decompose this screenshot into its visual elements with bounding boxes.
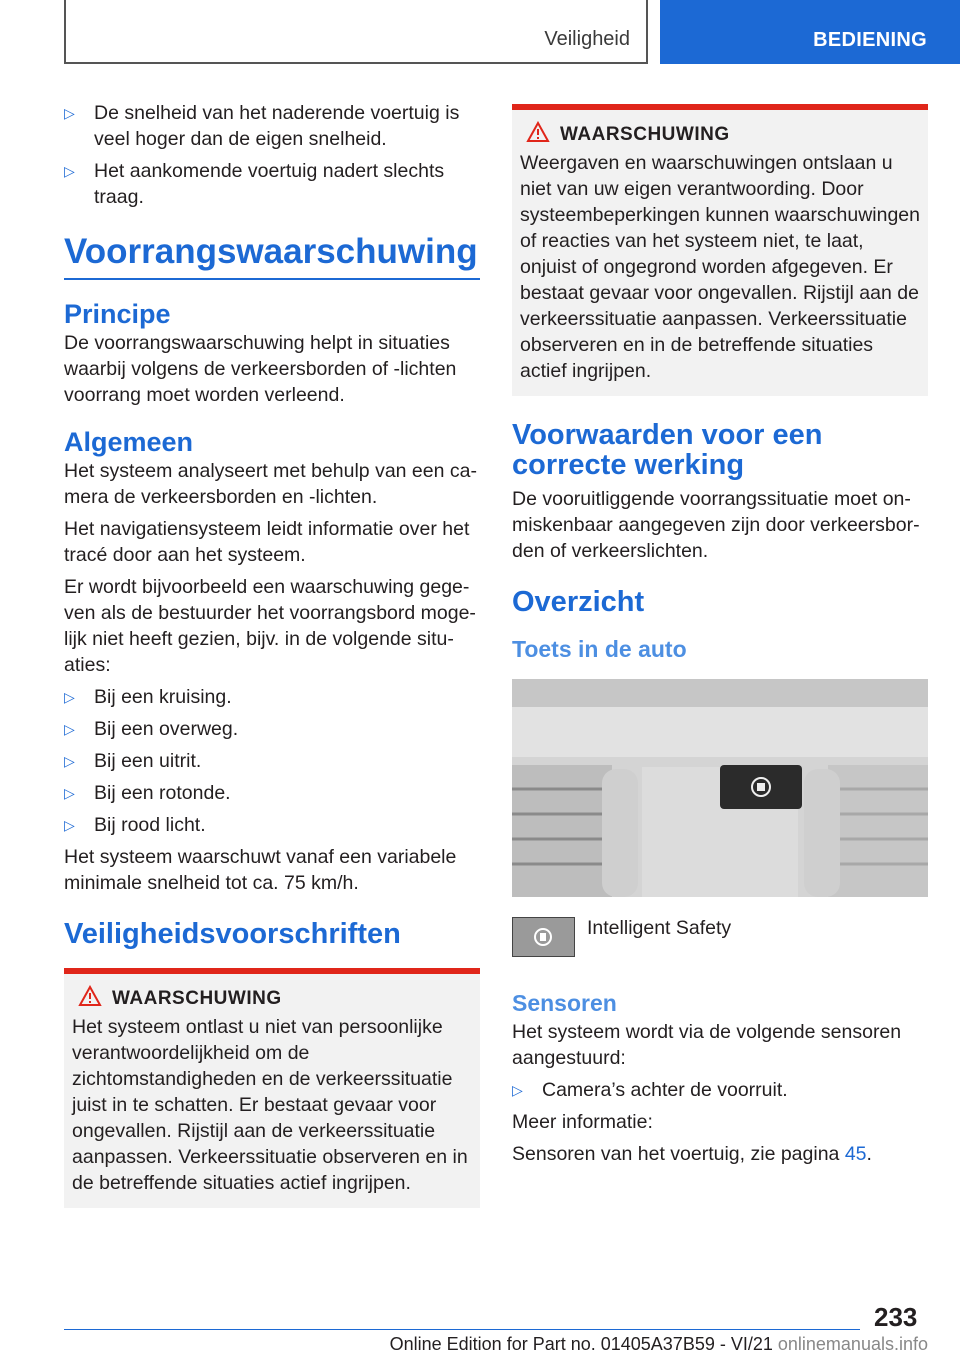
list-item: ▷ Camera’s achter de voorruit. [512,1079,788,1101]
list-item: ▷ Bij een rotonde. [64,782,231,804]
list-item: ▷ Bij een overweg. [64,718,239,740]
list-item: ▷ Bij rood licht. [64,814,206,836]
list-item: ▷ De snelheid van het naderende voertuig is veel hoger dan de eigen snelheid. [64,102,460,150]
left-column [64,100,480,1208]
page-number: 233 [874,1302,918,1332]
warning-text: Het systeem ontlast u niet van persoonlijke verantwoordelijkheid om de zichtomstandigheden en de verkeerssituatie juist in te schatten. Er bestaat gevaar voor ongevallen. Rijstijl aan de verkeerssituatie aanpassen. Verkeerssituatie observeren en in de betreffende situaties actief ingrijpen. [72,1016,468,1194]
sensors-text: Het systeem wordt via de volgende sensoren aangestuurd: [512,1021,902,1069]
dashboard-button-photo [512,679,928,897]
triangle-bullet-icon: ▷ [64,163,75,179]
sensors-heading: Sensoren [512,990,617,1016]
reference-text: Sensoren van het voertuig, zie pagina 45. [512,1143,872,1165]
right-column [512,104,928,1173]
conditions-heading: Voorwaarden voor een correcte werking [512,419,823,481]
conditions-text: De vooruitliggende voorrangssituatie moet onmiskenbaar aangegeven zijn door verkeersborden of verkeerslichten. [512,488,920,562]
principe-heading: Principe [64,299,171,329]
warning-triangle-icon [78,985,102,1007]
warning-box [512,104,928,396]
page-reference-link[interactable]: 45 [844,1143,867,1165]
list-item: ▷ Bij een kruising. [64,686,232,708]
warning-box [64,968,480,1208]
more-info-text: Meer informatie: [512,1111,653,1133]
warning-title: WAARSCHUWING [560,124,730,145]
footer-divider [64,1329,860,1330]
list-item: ▷ Het aankomende voertuig nadert slechts traag. [64,160,445,208]
header-chapter-title: BEDIENING [813,29,927,51]
triangle-bullet-icon: ▷ [64,689,75,705]
header-section-box [64,0,648,64]
header-section-title: Veiligheid [544,28,630,50]
triangle-bullet-icon: ▷ [64,105,75,121]
algemeen-paragraph: Het navigatiensysteem leidt informatie over het tracé door aan het systeem. [64,518,470,566]
icon-caption [512,917,928,957]
list-item: ▷ Bij een uitrit. [64,750,202,772]
warning-text: Weergaven en waarschuwingen ontslaan u niet van uw eigen verantwoording. Door systeembeperkingen kunnen waarschuwingen of reacties van het systeem niet, te laat, onjuist of ongegrond worden afgegeven. Er bestaat gevaar voor ongevallen. Rijstijl aan de verkeerssituatie aanpassen. Verkeerssituatie observeren en in de betreffende situaties actief ingrijpen. [520,152,920,382]
overview-heading: Overzicht [512,586,645,618]
warning-triangle-icon [526,121,550,143]
watermark: onlinemanuals.info [777,1334,928,1354]
button-heading: Toets in de auto [512,636,687,662]
triangle-bullet-icon: ▷ [512,1082,523,1098]
triangle-bullet-icon: ▷ [64,753,75,769]
principe-text: De voorrangswaarschuwing helpt in situaties waarbij volgens de verkeersborden of -lichten voorrang moet worden verleend. [64,332,457,406]
triangle-bullet-icon: ▷ [64,721,75,737]
algemeen-paragraph: Het systeem analyseert met behulp van een camera de verkeersborden en -lichten. [64,460,477,508]
page-title: Voorrangswaarschuwing [64,232,480,280]
algemeen-heading: Algemeen [64,427,194,457]
header-chapter-tab [660,0,960,64]
algemeen-paragraph: Er wordt bijvoorbeeld een waarschuwing gegeven als de bestuurder het voorrangsbord mogelijk niet heeft gezien, bijv. in de volgende situaties: [64,576,476,676]
triangle-bullet-icon: ▷ [64,817,75,833]
caption-text: Intelligent Safety [587,917,732,939]
footer-edition: Online Edition for Part no. 01405A37B59 - VI/21 onlinemanuals.info [389,1334,928,1354]
safety-heading: Veiligheidsvoorschriften [64,918,401,950]
speed-text: Het systeem waarschuwt vanaf een variabele minimale snelheid tot ca. 75 km/h. [64,846,457,894]
triangle-bullet-icon: ▷ [64,785,75,801]
intelligent-safety-icon [512,917,575,957]
warning-title: WAARSCHUWING [112,988,282,1009]
